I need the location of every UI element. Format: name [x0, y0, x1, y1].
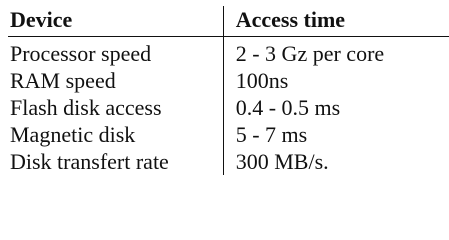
access-time-cell: 5 - 7 ms [223, 121, 449, 148]
access-time-cell: 0.4 - 0.5 ms [223, 94, 449, 121]
device-cell: Processor speed [10, 41, 152, 66]
device-cell: Flash disk access [10, 95, 162, 120]
table-row [8, 94, 449, 121]
access-time-table [8, 6, 449, 175]
access-time-cell: 2 - 3 Gz per core [223, 37, 449, 68]
access-time-cell: 100ns [223, 67, 449, 94]
table-row [8, 148, 449, 175]
table-row [8, 67, 449, 94]
device-cell: Disk transfert rate [10, 149, 169, 174]
device-cell: RAM speed [10, 68, 116, 93]
table-row [8, 37, 449, 68]
table-header-row [8, 6, 449, 37]
column-header-device: Device [8, 6, 223, 37]
table-row [8, 121, 449, 148]
column-header-access-time: Access time [223, 6, 449, 37]
device-cell: Magnetic disk [10, 122, 136, 147]
access-time-cell: 300 MB/s. [223, 148, 449, 175]
